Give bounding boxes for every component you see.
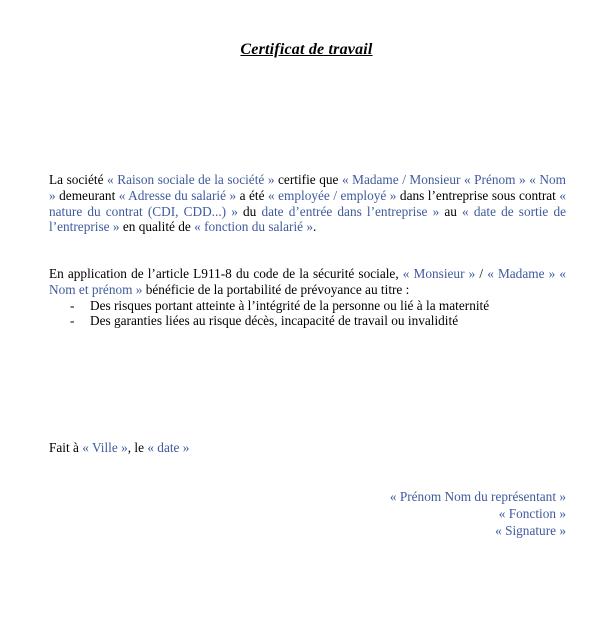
- body-text: du: [237, 203, 262, 219]
- bullet-list: [49, 298, 566, 330]
- placeholder-field: « Monsieur »: [402, 266, 476, 281]
- placeholder-field: « date »: [147, 440, 190, 455]
- body-text: En application de l’article L911-8 du code de la sécurité sociale,: [49, 266, 403, 281]
- paragraph-intro: [49, 266, 566, 297]
- paragraph-portability-prevoyance: [49, 266, 566, 329]
- placeholder-field: « Adresse du salarié »: [118, 187, 237, 203]
- placeholder-field: « Raison sociale de la société »: [107, 172, 275, 187]
- bullet-item: [49, 313, 566, 329]
- bullet-text: Des risques portant atteinte à l’intégrité de la personne ou lié à la maternité: [90, 297, 490, 313]
- place-date-line: [49, 440, 566, 456]
- paragraph-company-certification: [49, 172, 566, 235]
- placeholder-field: date d’entrée dans l’entreprise »: [261, 203, 440, 219]
- body-text: en qualité de: [119, 219, 195, 235]
- signature-line: « Fonction »: [498, 506, 566, 521]
- body-text: demeurant: [55, 187, 119, 203]
- bullet-dash: -: [70, 297, 75, 313]
- placeholder-field: « date de sortie de l’entreprise »: [49, 203, 567, 235]
- body-text: Fait à: [49, 440, 83, 455]
- placeholder-field: « fonction du salarié »: [194, 219, 314, 235]
- placeholder-field: « employée / employé »: [268, 187, 397, 203]
- bullet-text: Des garanties liées au risque décès, incapacité de travail ou invalidité: [90, 313, 459, 329]
- body-text: au: [439, 203, 463, 219]
- placeholder-field: « Madame » « Nom et prénom »: [49, 266, 566, 297]
- bullet-dash: -: [70, 313, 75, 329]
- body-text: certifie que: [274, 172, 342, 187]
- placeholder-field: « nature du contrat (CDI, CDD...) »: [49, 187, 567, 219]
- bullet-item: [49, 298, 566, 314]
- signature-block: [49, 488, 566, 539]
- signature-line: « Signature »: [495, 523, 566, 538]
- body-text: /: [475, 266, 488, 281]
- body-text: dans l’entreprise sous contrat: [396, 187, 560, 203]
- body-text: .: [313, 219, 317, 235]
- body-text: bénéficie de la portabilité de prévoyance au titre :: [142, 281, 410, 297]
- placeholder-field: « Ville »: [82, 440, 128, 455]
- body-text: La société: [49, 172, 108, 187]
- body-text: a été: [236, 187, 268, 203]
- document-title: Certificat de travail: [240, 41, 373, 58]
- placeholder-field: « Madame / Monsieur « Prénom » « Nom »: [49, 172, 566, 203]
- signature-line: « Prénom Nom du représentant »: [389, 489, 566, 504]
- body-text: , le: [127, 440, 148, 455]
